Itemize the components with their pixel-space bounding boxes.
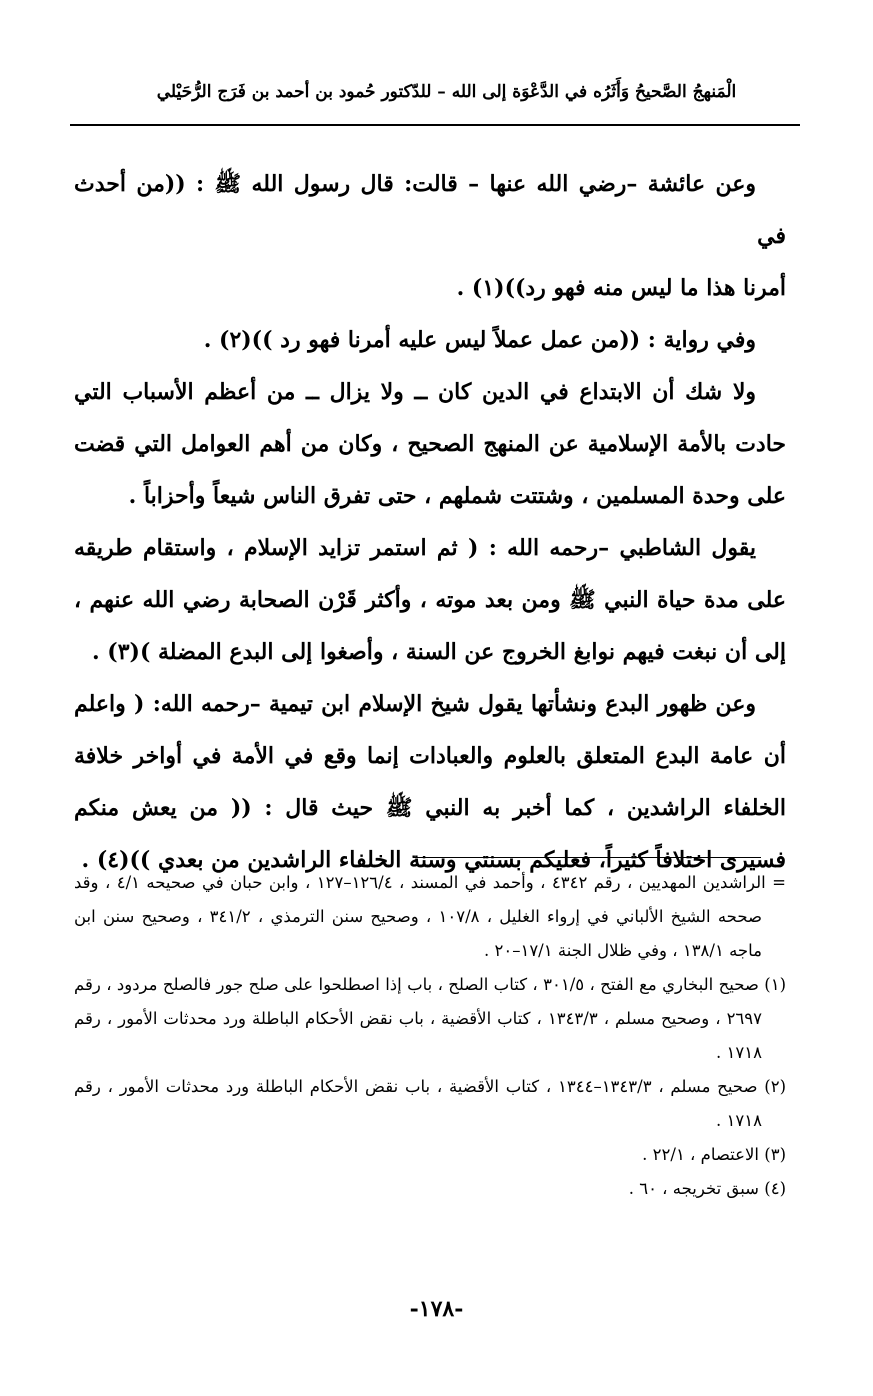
paragraph-ibtida: ولا شك أن الابتداع في الدين كان ــ ولا يزال ــ من أعظم الأسباب التي حادت بالأمة الإسلامية عن المنهج الصحيح ، وكان من أهم العوامل التي قضت على وحدة المسلمين ، وشتتت شملهم ، حتى تفرق الناس شيعاً وأحزاباً .: [74, 379, 786, 509]
footnote-divider: [413, 857, 761, 858]
main-text: [74, 158, 786, 886]
paragraph-aisha-line2: أمرنا هذا ما ليس منه فهو رد))(١) .: [456, 275, 786, 301]
paragraph-ibn-taymiyya: وعن ظهور البدع ونشأتها يقول شيخ الإسلام ابن تيمية –رحمه الله: ( واعلم أن عامة البدع المتعلق بالعلوم والعبادات إنما وقع في الأمة في أواخر خلافة الخلفاء الراشدين ، كما أخبر به النبي ﷺ حيث قال : (( من يعش منكم فسيرى اختلافاً كثيراً، فعليكم بسنتي وسنة الخلفاء الراشدين من بعدي ))(٤) .: [74, 691, 786, 873]
paragraph-shatibi: يقول الشاطبي –رحمه الله : ( ثم استمر تزايد الإسلام ، واستقام طريقه على مدة حياة النبي ﷺ ومن بعد موته ، وأكثر قَرْن الصحابة رضي الله عنهم ، إلى أن نبغت فيهم نوابغ الخروج عن السنة ، وأصغوا إلى البدع المضلة )(٣) .: [74, 535, 786, 665]
footnote-1: (١) صحيح البخاري مع الفتح ، ٣٠١/٥ ، كتاب الصلح ، باب إذا اصطلحوا على صلح جور فالصلح مردود ، رقم ٢٦٩٧ ، وصحيح مسلم ، ١٣٤٣/٣ ، كتاب الأقضية ، باب نقض الأحكام الباطلة ورد محدثات الأمور ، رقم ١٧١٨ .: [74, 975, 786, 1062]
paragraph-aisha-line1: وعن عائشة –رضي الله عنها – قالت: قال رسول الله ﷺ : ((من أحدث في: [74, 171, 786, 249]
footnote-4: (٤) سبق تخريجه ، ٦٠ .: [628, 1179, 786, 1198]
footnote-3: (٣) الاعتصام ، ٢٢/١ .: [642, 1145, 786, 1164]
page-number: -١٧٨-: [409, 1296, 464, 1322]
footnote-2: (٢) صحيح مسلم ، ١٣٤٣/٣–١٣٤٤ ، كتاب الأقضية ، باب نقض الأحكام الباطلة ورد محدثات الأمور ، رقم ١٧١٨ .: [74, 1077, 786, 1130]
paragraph-riwaya: وفي رواية : ((من عمل عملاً ليس عليه أمرنا فهو رد ))(٢) .: [203, 327, 756, 353]
footnotes: [74, 866, 786, 1206]
header-divider: [70, 124, 800, 126]
footnote-continuation: = الراشدين المهديين ، رقم ٤٣٤٢ ، وأحمد في المسند ، ١٢٦/٤–١٢٧ ، وابن حبان في صحيحه ٤/١ ، وقد صححه الشيخ الألباني في إرواء الغليل ، ١٠٧/٨ ، وصحيح سنن الترمذي ، ٣٤١/٢ ، وصحيح سنن ابن ماجه ١٣٨/١ ، وفي ظلال الجنة ١٧/١–٢٠ .: [74, 873, 786, 960]
running-header: الْمَنهجُ الصَّحيحُ وَأَثَرُه في الدَّعْوَة إلى الله – للدّكتور حُمود بن أحمد بن فَرَج الرُّحَيْلي: [156, 82, 737, 102]
